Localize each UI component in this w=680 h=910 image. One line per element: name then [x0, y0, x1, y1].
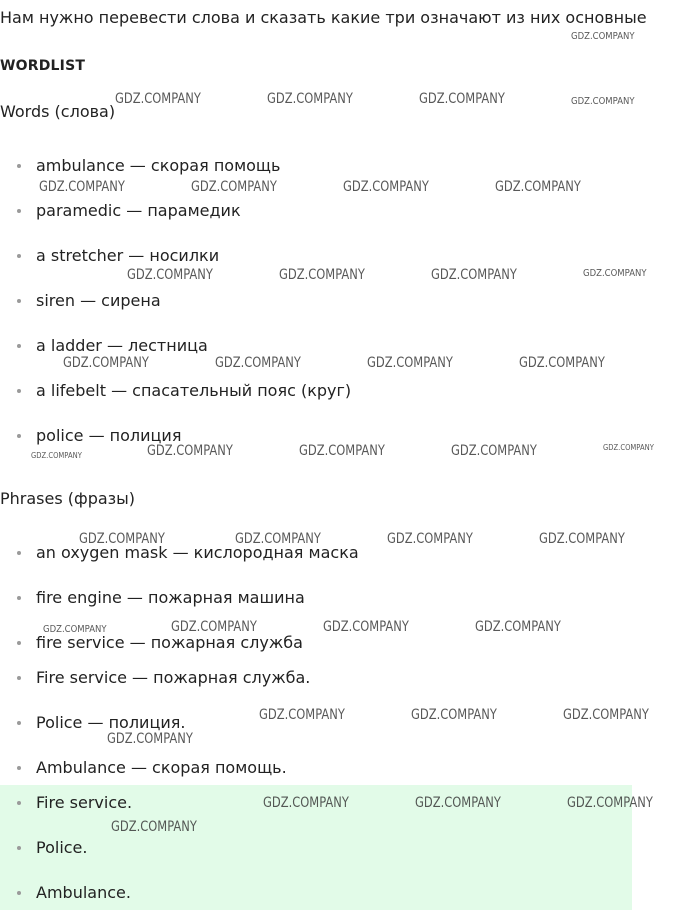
watermark: GDZ.COMPANY	[411, 707, 497, 723]
watermark: GDZ.COMPANY	[415, 795, 501, 811]
watermark: GDZ.COMPANY	[79, 531, 165, 547]
watermark: GDZ.COMPANY	[583, 268, 647, 279]
phrase-item: fire engine — пожарная машина	[36, 588, 305, 607]
watermark: GDZ.COMPANY	[419, 91, 505, 107]
word-item: a stretcher — носилки	[36, 246, 220, 265]
watermark: GDZ.COMPANY	[495, 179, 581, 195]
phrases-heading: Phrases (фразы)	[0, 489, 136, 508]
watermark: GDZ.COMPANY	[191, 179, 277, 195]
watermark: GDZ.COMPANY	[147, 443, 233, 459]
watermark: GDZ.COMPANY	[539, 531, 625, 547]
watermark: GDZ.COMPANY	[567, 795, 653, 811]
watermark: GDZ.COMPANY	[571, 96, 635, 107]
watermark: GDZ.COMPANY	[603, 443, 654, 452]
watermark: GDZ.COMPANY	[387, 531, 473, 547]
phrase-item: Police — полиция.	[36, 713, 186, 732]
watermark: GDZ.COMPANY	[343, 179, 429, 195]
watermark: GDZ.COMPANY	[263, 795, 349, 811]
watermark: GDZ.COMPANY	[115, 91, 201, 107]
watermark: GDZ.COMPANY	[39, 179, 125, 195]
word-item: ambulance — скорая помощь	[36, 156, 281, 175]
watermark: GDZ.COMPANY	[451, 443, 537, 459]
watermark: GDZ.COMPANY	[431, 267, 517, 283]
watermark: GDZ.COMPANY	[367, 355, 453, 371]
watermark: GDZ.COMPANY	[235, 531, 321, 547]
watermark: GDZ.COMPANY	[299, 443, 385, 459]
watermark: GDZ.COMPANY	[107, 731, 193, 747]
answer-item: Police.	[36, 838, 88, 857]
answer-item: Fire service.	[36, 793, 133, 812]
watermark: GDZ.COMPANY	[171, 619, 257, 635]
watermark: GDZ.COMPANY	[31, 451, 82, 460]
watermark: GDZ.COMPANY	[215, 355, 301, 371]
word-item: a lifebelt — спасательный пояс (круг)	[36, 381, 352, 400]
watermark: GDZ.COMPANY	[63, 355, 149, 371]
watermark: GDZ.COMPANY	[127, 267, 213, 283]
watermark: GDZ.COMPANY	[475, 619, 561, 635]
watermark: GDZ.COMPANY	[43, 624, 107, 635]
phrase-item: Fire service — пожарная служба.	[36, 668, 311, 687]
word-item: paramedic — парамедик	[36, 201, 241, 220]
question-text: Нам нужно перевести слова и сказать какие три означают из них основные	[0, 8, 647, 27]
watermark: GDZ.COMPANY	[519, 355, 605, 371]
word-item: police — полиция	[36, 426, 182, 445]
watermark: GDZ.COMPANY	[563, 707, 649, 723]
watermark: GDZ.COMPANY	[259, 707, 345, 723]
watermark: GDZ.COMPANY	[111, 819, 197, 835]
words-heading: Words (слова)	[0, 102, 116, 121]
watermark: GDZ.COMPANY	[267, 91, 353, 107]
phrase-item: Ambulance — скорая помощь.	[36, 758, 287, 777]
phrase-item: fire service — пожарная служба	[36, 633, 303, 652]
word-item: siren — сирена	[36, 291, 161, 310]
word-item: a ladder — лестница	[36, 336, 208, 355]
phrase-item: an oxygen mask — кислородная маска	[36, 543, 359, 562]
answer-item: Ambulance.	[36, 883, 131, 902]
section-title: WORDLIST	[0, 58, 86, 74]
watermark: GDZ.COMPANY	[279, 267, 365, 283]
watermark: GDZ.COMPANY	[323, 619, 409, 635]
watermark: GDZ.COMPANY	[571, 31, 635, 42]
